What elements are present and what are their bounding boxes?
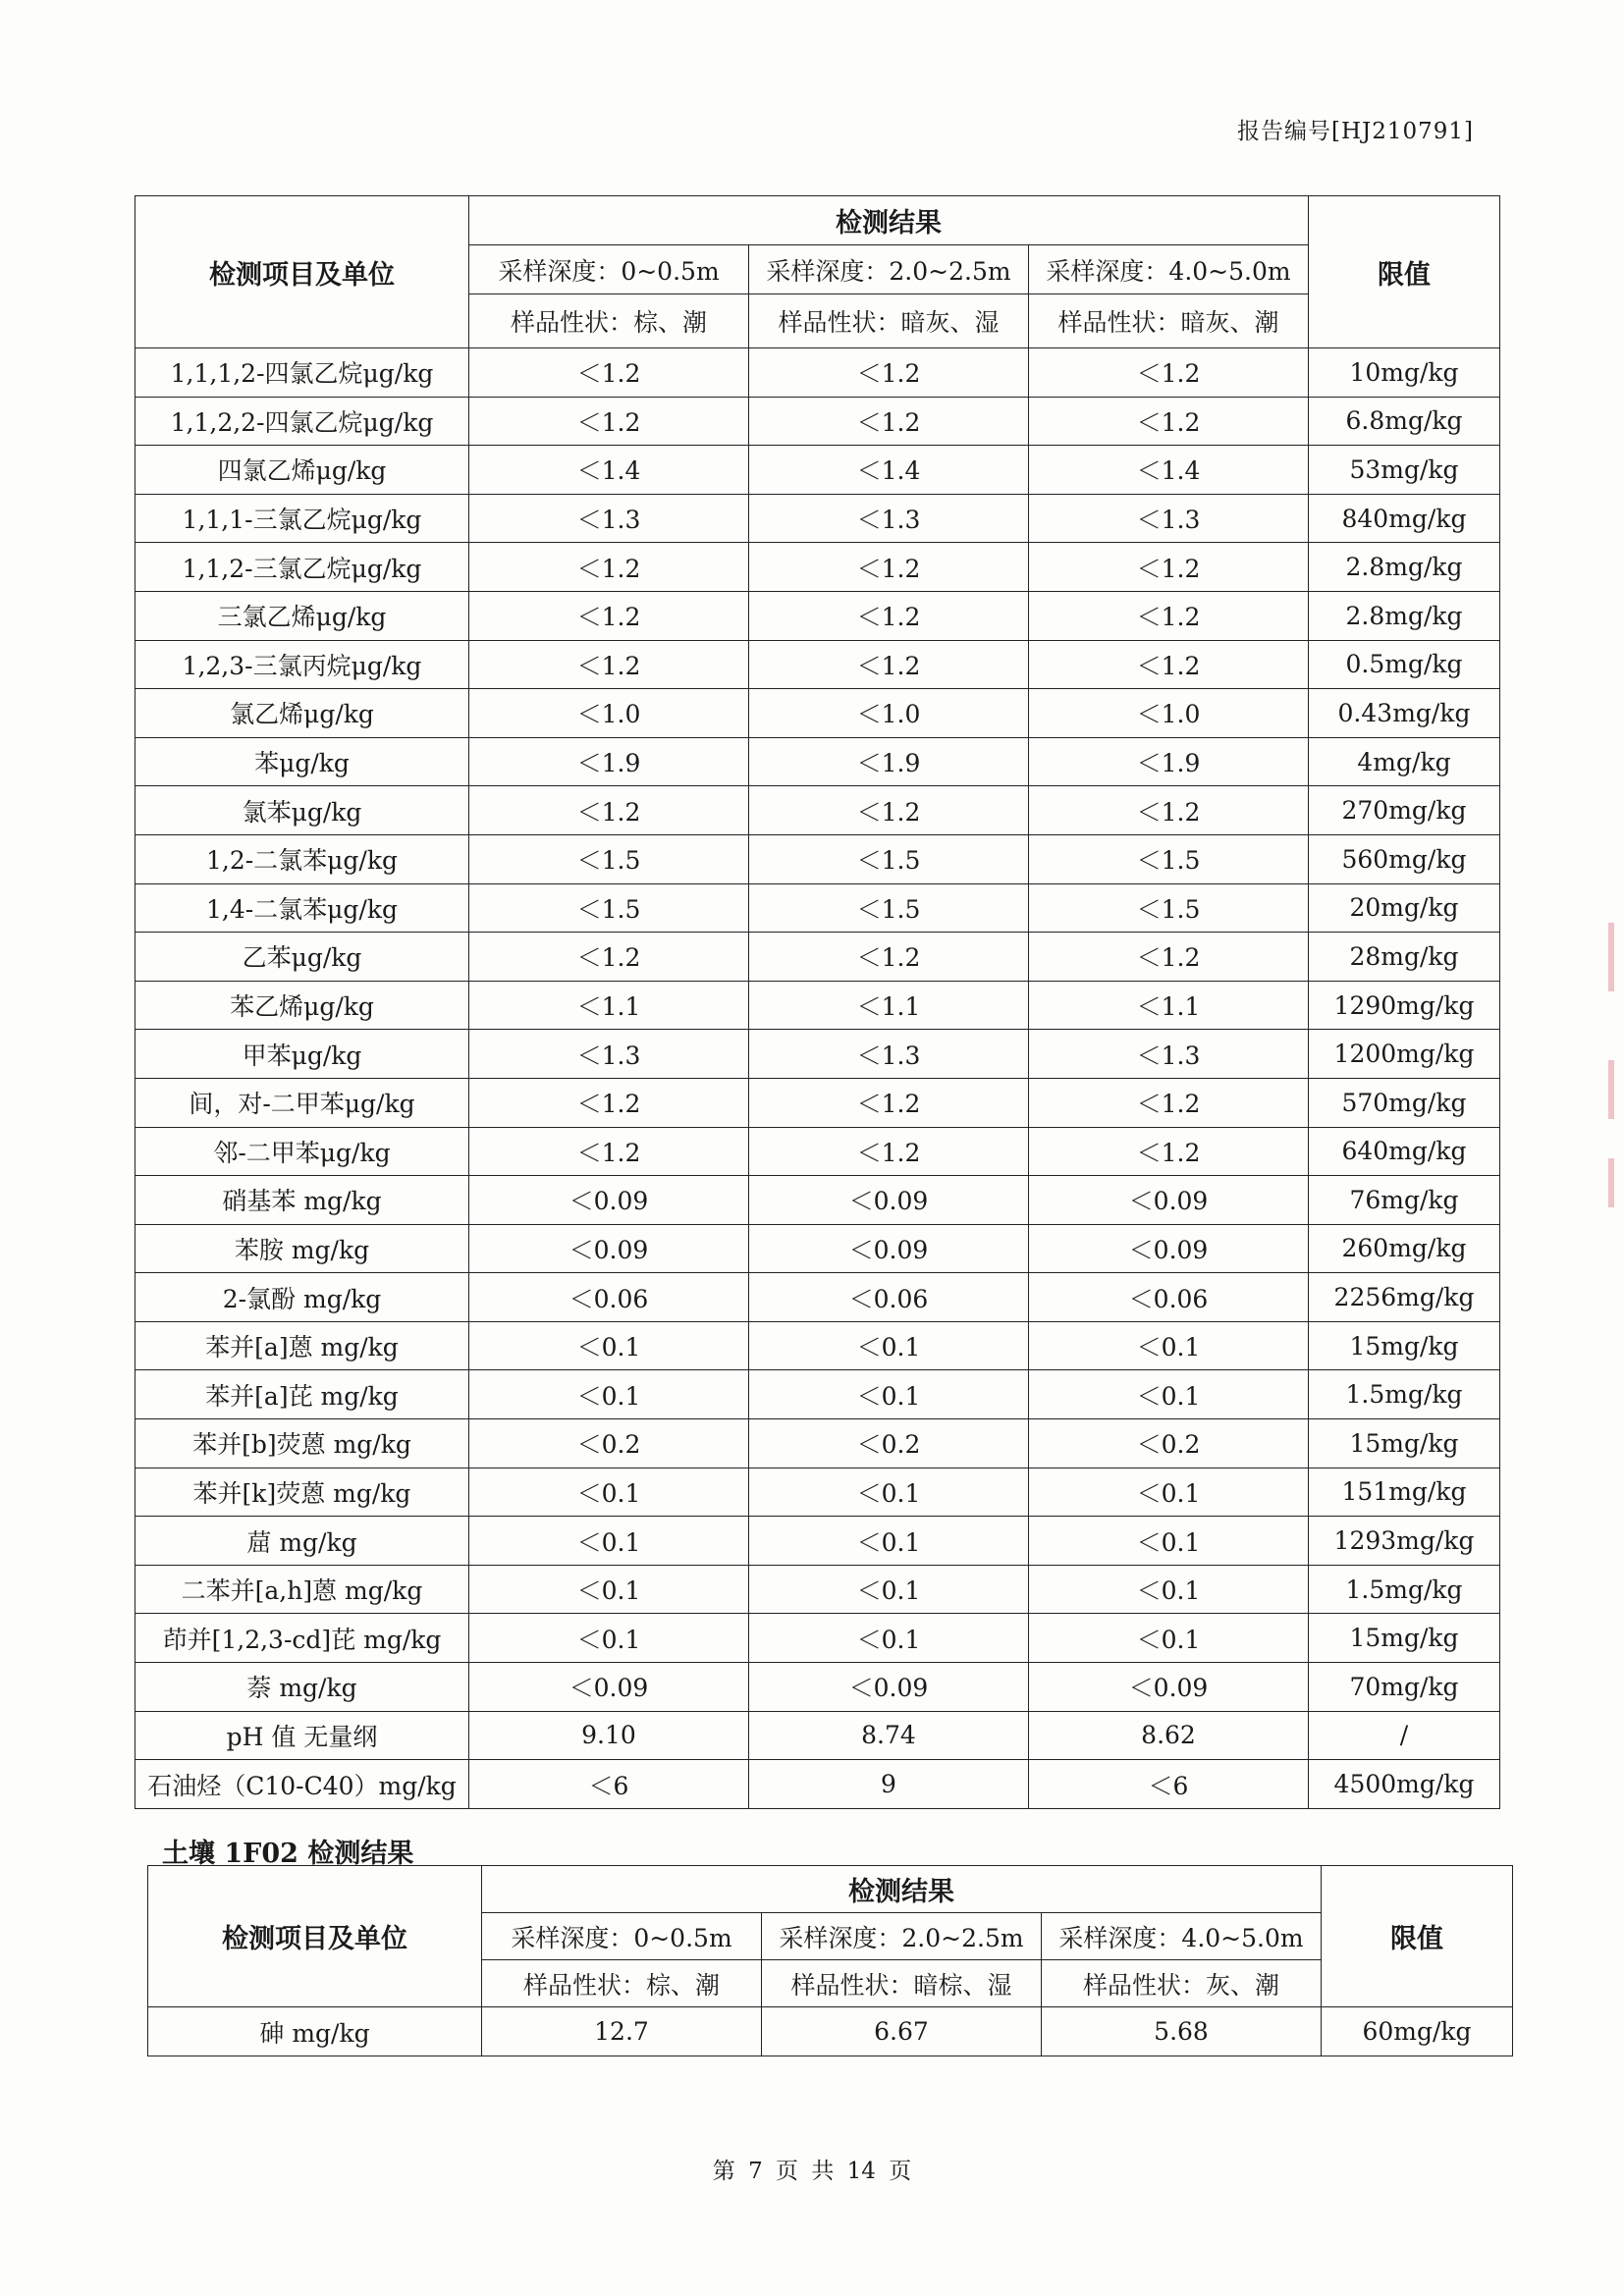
header-sample-property: 样品性状：暗灰、潮 [1029, 294, 1309, 348]
result-cell: ＜1.2 [1029, 1127, 1309, 1176]
table-row [135, 348, 1500, 398]
limit-cell: 53mg/kg [1309, 446, 1500, 495]
table-row [135, 737, 1500, 786]
stamp-mark [1608, 923, 1614, 991]
result-cell: ＜1.2 [749, 933, 1029, 982]
result-cell: ＜1.4 [749, 446, 1029, 495]
result-cell: ＜0.09 [469, 1224, 749, 1273]
header-results: 检测结果 [482, 1866, 1322, 1913]
item-cell: 苯并[b]荧蒽 mg/kg [135, 1419, 469, 1468]
limit-cell: 151mg/kg [1309, 1468, 1500, 1517]
result-cell: ＜1.2 [749, 1127, 1029, 1176]
item-cell: 苯并[a]芘 mg/kg [135, 1370, 469, 1419]
results-table-2 [147, 1865, 1513, 2056]
result-cell: ＜1.5 [749, 883, 1029, 933]
result-cell: ＜1.2 [469, 591, 749, 640]
limit-cell: 270mg/kg [1309, 786, 1500, 835]
table-row [135, 1468, 1500, 1517]
result-cell: ＜1.3 [749, 494, 1029, 543]
limit-cell: 2.8mg/kg [1309, 591, 1500, 640]
item-cell: 苯胺 mg/kg [135, 1224, 469, 1273]
item-cell: 砷 mg/kg [148, 2007, 482, 2056]
result-cell: ＜1.2 [469, 1127, 749, 1176]
table-row [135, 1273, 1500, 1322]
item-cell: 二苯并[a,h]蒽 mg/kg [135, 1565, 469, 1614]
result-cell: ＜0.1 [469, 1321, 749, 1370]
result-cell: ＜0.09 [469, 1176, 749, 1225]
result-cell: ＜1.2 [469, 1078, 749, 1127]
table-row [135, 1078, 1500, 1127]
result-cell: ＜1.1 [469, 981, 749, 1030]
table-row [135, 446, 1500, 495]
result-cell: ＜1.0 [749, 689, 1029, 738]
header-sample-property: 样品性状：棕、潮 [469, 294, 749, 348]
result-cell: ＜0.1 [1029, 1565, 1309, 1614]
result-cell: 5.68 [1042, 2007, 1322, 2056]
result-cell: 6.67 [762, 2007, 1042, 2056]
result-cell: ＜1.4 [469, 446, 749, 495]
result-cell: ＜0.09 [1029, 1176, 1309, 1225]
result-cell: ＜1.2 [1029, 933, 1309, 982]
table-row [148, 2007, 1513, 2056]
item-cell: 甲苯μg/kg [135, 1030, 469, 1079]
table-row [135, 883, 1500, 933]
result-cell: 9 [749, 1760, 1029, 1809]
result-cell: ＜0.1 [1029, 1321, 1309, 1370]
item-cell: 萘 mg/kg [135, 1663, 469, 1712]
table-row [135, 1614, 1500, 1663]
header-limit: 限值 [1309, 196, 1500, 348]
result-cell: ＜0.1 [469, 1468, 749, 1517]
result-cell: ＜0.1 [749, 1321, 1029, 1370]
table-row [135, 1517, 1500, 1566]
limit-cell: 260mg/kg [1309, 1224, 1500, 1273]
result-cell: ＜1.1 [749, 981, 1029, 1030]
item-cell: 乙苯μg/kg [135, 933, 469, 982]
item-cell: 氯乙烯μg/kg [135, 689, 469, 738]
result-cell: ＜6 [1029, 1760, 1309, 1809]
item-cell: 四氯乙烯μg/kg [135, 446, 469, 495]
item-cell: 1,2,3-三氯丙烷μg/kg [135, 640, 469, 689]
item-cell: 2-氯酚 mg/kg [135, 1273, 469, 1322]
result-cell: ＜1.2 [749, 1078, 1029, 1127]
result-cell: ＜1.3 [749, 1030, 1029, 1079]
results-table-1 [135, 195, 1500, 1809]
result-cell: ＜1.2 [1029, 348, 1309, 398]
header-depth: 采样深度：4.0~5.0m [1029, 245, 1309, 294]
table-row [135, 1321, 1500, 1370]
result-cell: ＜1.2 [469, 933, 749, 982]
table-row [135, 1565, 1500, 1614]
result-cell: ＜1.2 [1029, 397, 1309, 446]
result-cell: ＜0.1 [749, 1517, 1029, 1566]
table-row [135, 1663, 1500, 1712]
result-cell: ＜1.2 [469, 543, 749, 592]
result-cell: ＜1.1 [1029, 981, 1309, 1030]
result-cell: ＜1.0 [1029, 689, 1309, 738]
item-cell: 氯苯μg/kg [135, 786, 469, 835]
item-cell: 1,1,2-三氯乙烷μg/kg [135, 543, 469, 592]
result-cell: ＜1.3 [469, 1030, 749, 1079]
result-cell: ＜1.2 [469, 348, 749, 398]
limit-cell: 640mg/kg [1309, 1127, 1500, 1176]
limit-cell: 4500mg/kg [1309, 1760, 1500, 1809]
item-cell: 1,2-二氯苯μg/kg [135, 834, 469, 883]
result-cell: ＜0.1 [749, 1370, 1029, 1419]
result-cell: 8.74 [749, 1711, 1029, 1760]
result-cell: ＜0.1 [749, 1614, 1029, 1663]
limit-cell: 1293mg/kg [1309, 1517, 1500, 1566]
result-cell: ＜1.2 [1029, 1078, 1309, 1127]
limit-cell: 70mg/kg [1309, 1663, 1500, 1712]
result-cell: ＜1.9 [469, 737, 749, 786]
result-cell: ＜0.1 [469, 1565, 749, 1614]
table-row [135, 1419, 1500, 1468]
section-title: 土壤 1F02 检测结果 [162, 1839, 414, 1869]
limit-cell: 6.8mg/kg [1309, 397, 1500, 446]
limit-cell: 28mg/kg [1309, 933, 1500, 982]
header-item-unit: 检测项目及单位 [135, 196, 469, 348]
header-depth: 采样深度：4.0~5.0m [1042, 1913, 1322, 1960]
item-cell: pH 值 无量纲 [135, 1711, 469, 1760]
table-row [135, 640, 1500, 689]
result-cell: ＜1.5 [1029, 834, 1309, 883]
result-cell: ＜1.3 [1029, 1030, 1309, 1079]
page-footer: 第 7 页 共 14 页 [712, 2159, 912, 2184]
result-cell: ＜0.1 [749, 1565, 1029, 1614]
result-cell: ＜1.2 [1029, 543, 1309, 592]
item-cell: 石油烃（C10-C40）mg/kg [135, 1760, 469, 1809]
table-row [135, 1030, 1500, 1079]
item-cell: 间，对-二甲苯μg/kg [135, 1078, 469, 1127]
result-cell: 12.7 [482, 2007, 762, 2056]
limit-cell: 0.43mg/kg [1309, 689, 1500, 738]
item-cell: 苯μg/kg [135, 737, 469, 786]
result-cell: ＜0.06 [469, 1273, 749, 1322]
result-cell: ＜0.1 [1029, 1614, 1309, 1663]
result-cell: ＜1.5 [1029, 883, 1309, 933]
table-row [135, 1370, 1500, 1419]
result-cell: ＜0.1 [1029, 1517, 1309, 1566]
report-number: 报告编号[HJ210791] [1237, 119, 1475, 144]
item-cell: 苯并[k]荧蒽 mg/kg [135, 1468, 469, 1517]
limit-cell: 2256mg/kg [1309, 1273, 1500, 1322]
result-cell: ＜0.09 [1029, 1663, 1309, 1712]
table-row [135, 543, 1500, 592]
item-cell: 苯乙烯μg/kg [135, 981, 469, 1030]
table-row [135, 981, 1500, 1030]
table-row [135, 1127, 1500, 1176]
limit-cell: 10mg/kg [1309, 348, 1500, 398]
limit-cell: 1.5mg/kg [1309, 1370, 1500, 1419]
result-cell: ＜6 [469, 1760, 749, 1809]
table-row [135, 1224, 1500, 1273]
result-cell: ＜1.9 [749, 737, 1029, 786]
table-row [135, 834, 1500, 883]
item-cell: 硝基苯 mg/kg [135, 1176, 469, 1225]
limit-cell: 570mg/kg [1309, 1078, 1500, 1127]
result-cell: ＜1.2 [749, 640, 1029, 689]
header-sample-property: 样品性状：灰、潮 [1042, 1960, 1322, 2007]
result-cell: ＜1.2 [469, 640, 749, 689]
result-cell: 8.62 [1029, 1711, 1309, 1760]
limit-cell: 15mg/kg [1309, 1419, 1500, 1468]
result-cell: ＜0.1 [749, 1468, 1029, 1517]
result-cell: ＜0.09 [469, 1663, 749, 1712]
result-cell: ＜0.2 [1029, 1419, 1309, 1468]
result-cell: ＜0.09 [749, 1176, 1029, 1225]
limit-cell: 1290mg/kg [1309, 981, 1500, 1030]
result-cell: ＜0.09 [749, 1663, 1029, 1712]
header-results: 检测结果 [469, 196, 1309, 245]
result-cell: ＜0.1 [469, 1614, 749, 1663]
result-cell: ＜0.06 [1029, 1273, 1309, 1322]
result-cell: ＜0.1 [469, 1517, 749, 1566]
result-cell: ＜0.1 [1029, 1468, 1309, 1517]
result-cell: ＜1.5 [749, 834, 1029, 883]
result-cell: ＜0.09 [749, 1224, 1029, 1273]
table-row [135, 397, 1500, 446]
limit-cell: 15mg/kg [1309, 1321, 1500, 1370]
table-row [135, 1711, 1500, 1760]
header-depth: 采样深度：2.0~2.5m [762, 1913, 1042, 1960]
item-cell: 1,1,1,2-四氯乙烷μg/kg [135, 348, 469, 398]
item-cell: 1,4-二氯苯μg/kg [135, 883, 469, 933]
item-cell: 邻-二甲苯μg/kg [135, 1127, 469, 1176]
table-row [135, 1760, 1500, 1809]
result-cell: ＜1.2 [749, 348, 1029, 398]
result-cell: ＜1.3 [469, 494, 749, 543]
table-1-body [135, 348, 1500, 1809]
table-2-body [148, 2007, 1513, 2056]
header-depth: 采样深度：2.0~2.5m [749, 245, 1029, 294]
result-cell: ＜1.0 [469, 689, 749, 738]
limit-cell: 20mg/kg [1309, 883, 1500, 933]
result-cell: ＜1.2 [1029, 591, 1309, 640]
item-cell: 1,1,1-三氯乙烷μg/kg [135, 494, 469, 543]
result-cell: ＜1.2 [469, 786, 749, 835]
result-cell: ＜1.2 [1029, 786, 1309, 835]
table-row [135, 786, 1500, 835]
stamp-mark [1608, 1060, 1614, 1119]
result-cell: ＜0.2 [749, 1419, 1029, 1468]
result-cell: ＜1.2 [749, 786, 1029, 835]
header-sample-property: 样品性状：棕、潮 [482, 1960, 762, 2007]
result-cell: ＜1.5 [469, 834, 749, 883]
header-depth: 采样深度：0~0.5m [482, 1913, 762, 1960]
result-cell: ＜1.9 [1029, 737, 1309, 786]
item-cell: 三氯乙烯μg/kg [135, 591, 469, 640]
result-cell: ＜0.09 [1029, 1224, 1309, 1273]
result-cell: ＜1.2 [749, 397, 1029, 446]
limit-cell: 840mg/kg [1309, 494, 1500, 543]
header-item-unit: 检测项目及单位 [148, 1866, 482, 2007]
limit-cell: 4mg/kg [1309, 737, 1500, 786]
limit-cell: 2.8mg/kg [1309, 543, 1500, 592]
table-row [135, 1176, 1500, 1225]
header-sample-property: 样品性状：暗灰、湿 [749, 294, 1029, 348]
result-cell: ＜1.2 [749, 543, 1029, 592]
result-cell: ＜0.2 [469, 1419, 749, 1468]
result-cell: ＜1.2 [1029, 640, 1309, 689]
header-sample-property: 样品性状：暗棕、湿 [762, 1960, 1042, 2007]
result-cell: ＜1.5 [469, 883, 749, 933]
limit-cell: 1200mg/kg [1309, 1030, 1500, 1079]
limit-cell: 15mg/kg [1309, 1614, 1500, 1663]
result-cell: ＜1.4 [1029, 446, 1309, 495]
limit-cell: 0.5mg/kg [1309, 640, 1500, 689]
header-depth: 采样深度：0~0.5m [469, 245, 749, 294]
header-limit: 限值 [1322, 1866, 1513, 2007]
result-cell: ＜0.06 [749, 1273, 1029, 1322]
result-cell: ＜0.1 [1029, 1370, 1309, 1419]
table-row [135, 494, 1500, 543]
result-cell: ＜1.2 [749, 591, 1029, 640]
limit-cell: 560mg/kg [1309, 834, 1500, 883]
item-cell: 茚并[1,2,3-cd]芘 mg/kg [135, 1614, 469, 1663]
result-cell: ＜1.2 [469, 397, 749, 446]
stamp-mark [1608, 1158, 1614, 1207]
item-cell: 1,1,2,2-四氯乙烷μg/kg [135, 397, 469, 446]
item-cell: 䓛 mg/kg [135, 1517, 469, 1566]
table-row [135, 933, 1500, 982]
limit-cell: 60mg/kg [1322, 2007, 1513, 2056]
table-row [135, 591, 1500, 640]
item-cell: 苯并[a]蒽 mg/kg [135, 1321, 469, 1370]
limit-cell: / [1309, 1711, 1500, 1760]
limit-cell: 76mg/kg [1309, 1176, 1500, 1225]
result-cell: ＜0.1 [469, 1370, 749, 1419]
limit-cell: 1.5mg/kg [1309, 1565, 1500, 1614]
result-cell: ＜1.3 [1029, 494, 1309, 543]
table-row [135, 689, 1500, 738]
result-cell: 9.10 [469, 1711, 749, 1760]
